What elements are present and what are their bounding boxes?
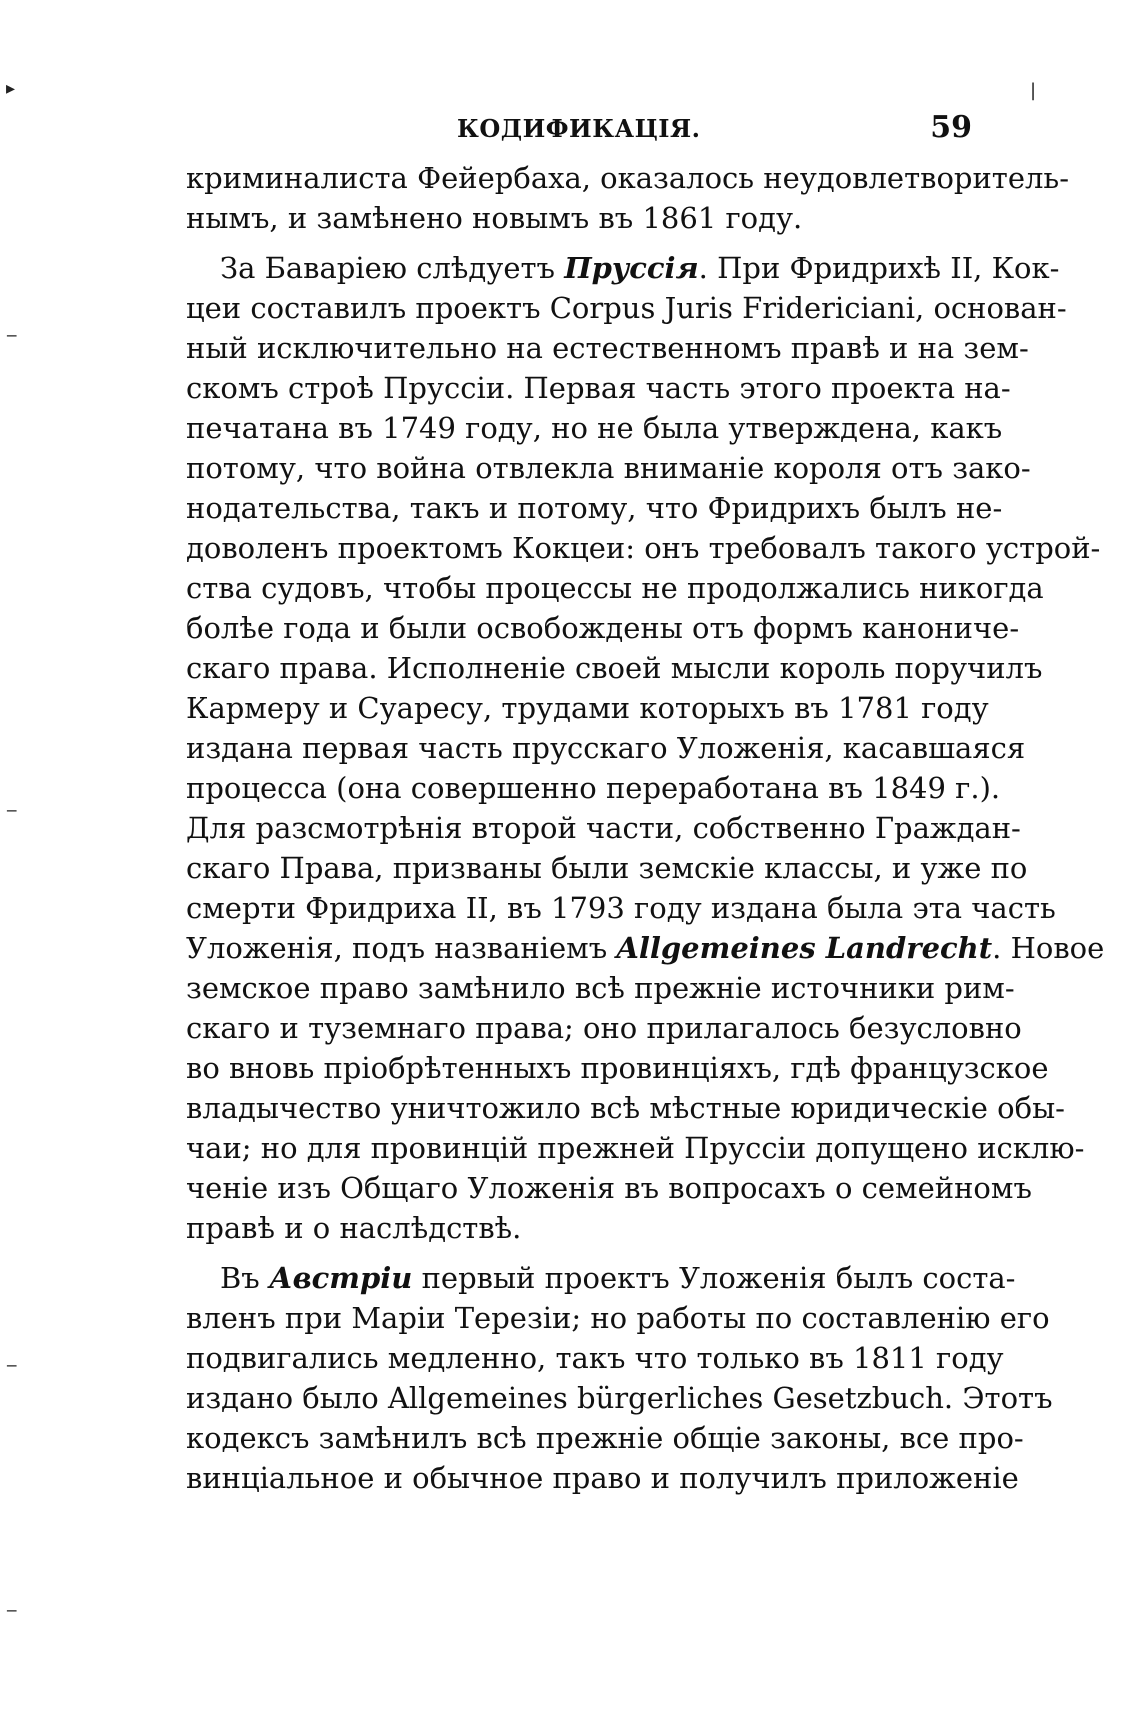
- text-line: нодательства, такъ и потому, что Фридрихъ былъ не-: [186, 491, 1003, 525]
- text-line: подвигались медленно, такъ что только въ 1811 году: [186, 1341, 1004, 1375]
- text-line: За Баваріею слѣдуетъ Пруссія. При Фридрихѣ II, Кок-: [220, 251, 1060, 285]
- text-line: Въ Австріи первый проектъ Уложенія былъ соста-: [220, 1261, 1016, 1295]
- text-line: ства судовъ, чтобы процессы не продолжались никогда: [186, 571, 1044, 605]
- text-line: Для разсмотрѣнія второй части, собственно Граждан-: [186, 811, 1021, 845]
- emphasis-prussia: Пруссія: [564, 251, 699, 285]
- text-line: потому, что война отвлекла вниманіе короля отъ зако-: [186, 451, 1031, 485]
- emphasis-austria: Австріи: [268, 1261, 413, 1295]
- running-head: [186, 110, 972, 150]
- text-line: владычество уничтожило всѣ мѣстные юридическіе обы-: [186, 1091, 1065, 1125]
- margin-mark: ‒: [6, 1600, 18, 1621]
- text-line: скомъ строѣ Пруссіи. Первая часть этого проекта на-: [186, 371, 1011, 405]
- text-line: ченіе изъ Общаго Уложенія въ вопросахъ о семейномъ: [186, 1171, 1032, 1205]
- text-line: во вновь пріобрѣтенныхъ провинціяхъ, гдѣ французское: [186, 1051, 1049, 1085]
- text-line: издана первая часть прусскаго Уложенія, касавшаяся: [186, 731, 1026, 765]
- text-line: чаи; но для провинцій прежней Пруссіи допущено исклю-: [186, 1131, 1085, 1165]
- text-line: смерти Фридриха II, въ 1793 году издана была эта часть: [186, 891, 1056, 925]
- text-line: криминалиста Фейербаха, оказалось неудовлетворитель-: [186, 161, 1070, 195]
- text-line: вленъ при Маріи Терезіи; но работы по составленію его: [186, 1301, 1050, 1335]
- margin-mark: ‒: [6, 325, 18, 346]
- text-line: Уложенія, подъ названіемъ Allgemeines Landrecht. Новое: [186, 931, 1105, 965]
- text-line: правѣ и о наслѣдствѣ.: [186, 1211, 522, 1245]
- margin-mark: |: [1030, 80, 1037, 101]
- text-line: процесса (она совершенно переработана въ 1849 г.).: [186, 771, 1001, 805]
- text-line: ный исключительно на естественномъ правѣ и на зем-: [186, 331, 1029, 365]
- running-title: КОДИФИКАЦІЯ.: [457, 114, 701, 143]
- text-line: болѣе года и были освобождены отъ формъ канониче-: [186, 611, 1020, 645]
- text-line: печатана въ 1749 году, но не была утверждена, какъ: [186, 411, 1003, 445]
- margin-mark: ‒: [6, 800, 18, 821]
- text-line: издано было Allgemeines bürgerliches Gesetzbuch. Этотъ: [186, 1381, 1053, 1415]
- body-text: [186, 158, 1105, 1498]
- text-line: скаго права. Исполненіе своей мысли король поручилъ: [186, 651, 1043, 685]
- text-line: земское право замѣнило всѣ прежніе источники рим-: [186, 971, 1015, 1005]
- emphasis-landrecht: Allgemeines Landrecht: [616, 931, 993, 965]
- margin-mark: ▸: [6, 78, 16, 99]
- margin-mark: ‒: [6, 1355, 18, 1376]
- text-line: скаго и туземнаго права; оно прилагалось безусловно: [186, 1011, 1022, 1045]
- text-line: винціальное и обычное право и получилъ приложеніе: [186, 1461, 1019, 1495]
- text-line: доволенъ проектомъ Кокцеи: онъ требовалъ такого устрой-: [186, 531, 1101, 565]
- text-line: Кармеру и Суаресу, трудами которыхъ въ 1781 году: [186, 691, 989, 725]
- text-line: нымъ, и замѣнено новымъ въ 1861 году.: [186, 201, 803, 235]
- text-line: скаго Права, призваны были земскіе классы, и уже по: [186, 851, 1028, 885]
- text-line: цеи составилъ проектъ Corpus Juris Fridericiani, основан-: [186, 291, 1067, 325]
- page-number: 59: [930, 110, 972, 145]
- text-line: кодексъ замѣнилъ всѣ прежніе общіе законы, все про-: [186, 1421, 1024, 1455]
